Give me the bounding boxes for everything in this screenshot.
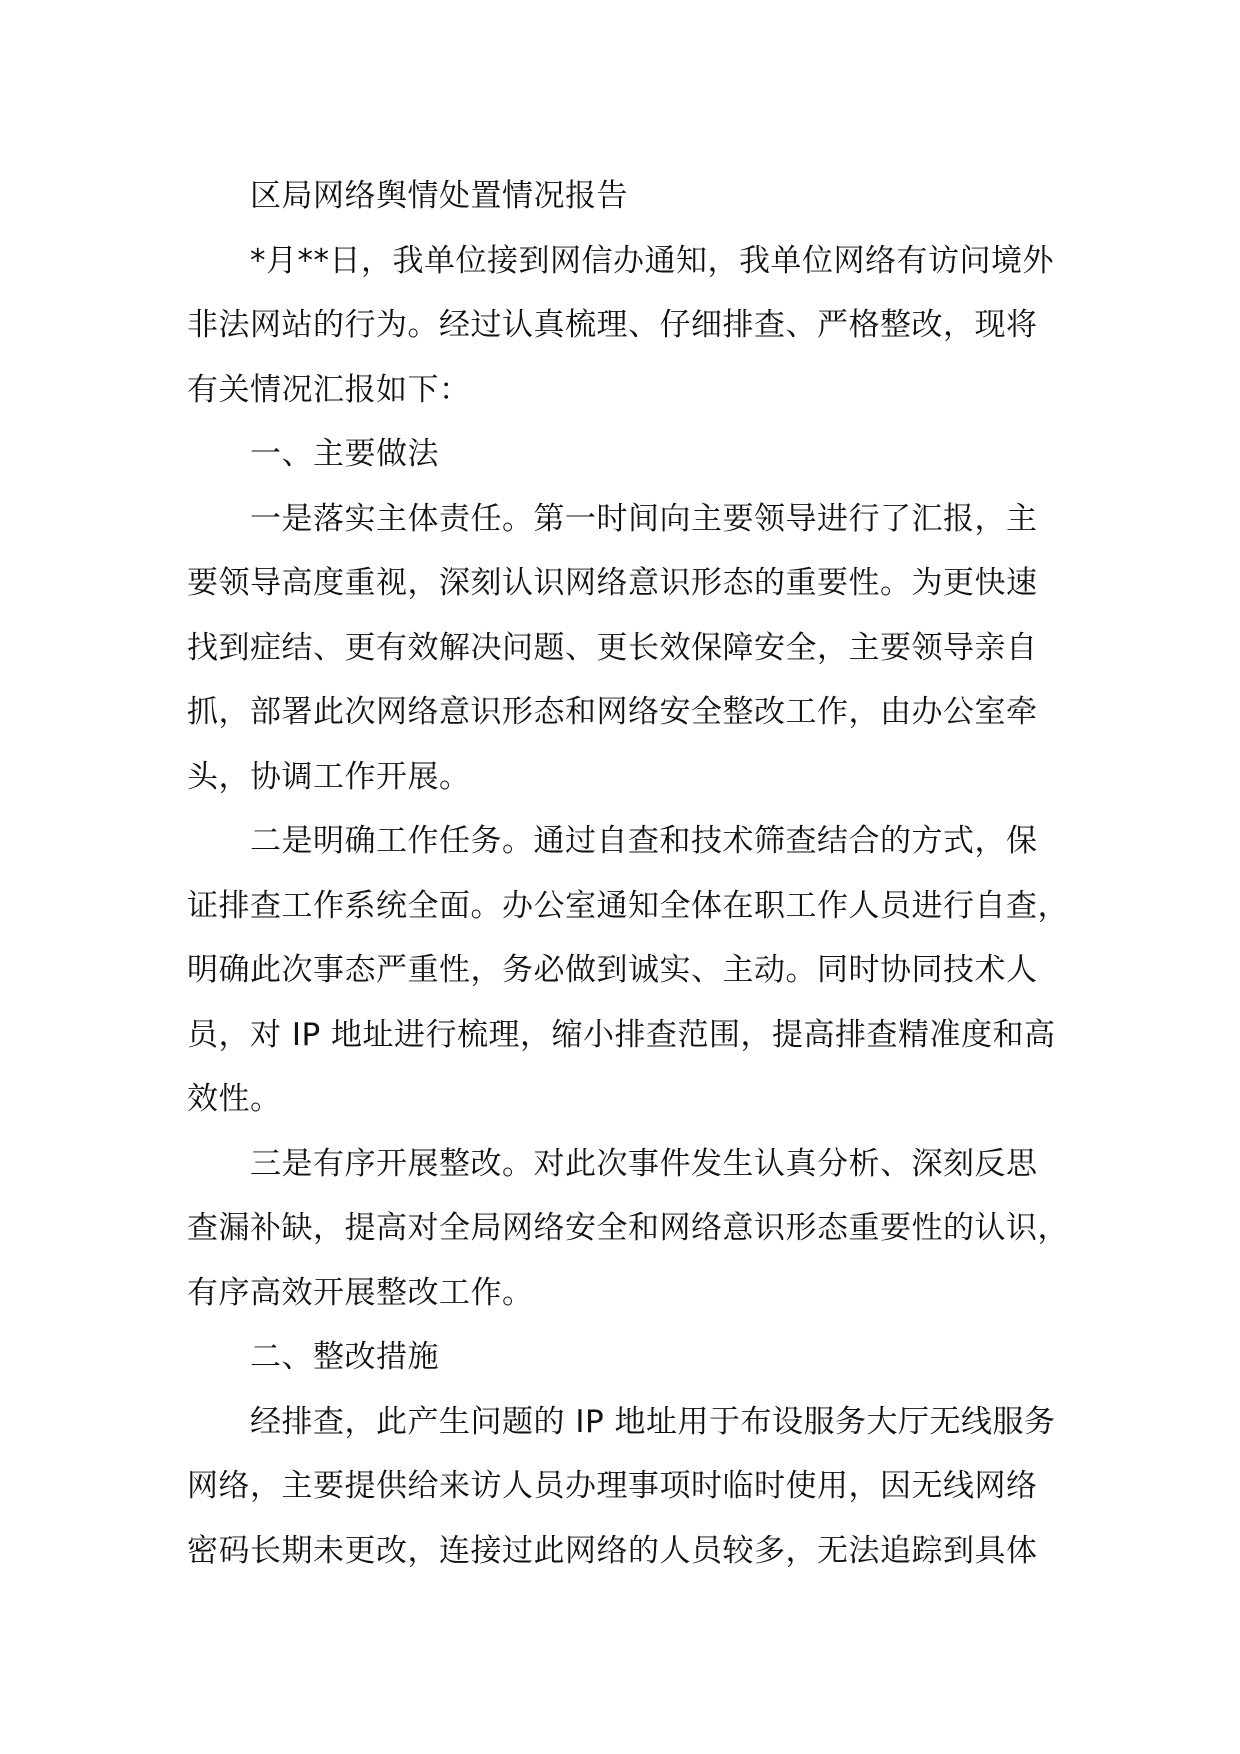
document-title: 区局网络舆情处置情况报告 bbox=[250, 178, 628, 214]
text-line: 经排查，此产生问题的 IP 地址用于布设服务大厅无线服务 bbox=[250, 1403, 1056, 1440]
text-line: 查漏补缺，提高对全局网络安全和网络意识形态重要性的认识， bbox=[187, 1210, 1069, 1246]
text-line: 员，对 IP 地址进行梳理，缩小排查范围，提高排查精准度和高 bbox=[187, 1016, 1056, 1053]
text-line: 有序高效开展整改工作。 bbox=[187, 1274, 534, 1311]
paragraph-responsibility bbox=[187, 487, 1087, 810]
section-heading-measures bbox=[187, 1325, 1087, 1390]
text-line: 明确此次事态严重性，务必做到诚实、主动。同时协同技术人 bbox=[187, 952, 1038, 988]
text-line: 效性。 bbox=[187, 1081, 282, 1117]
text-line: 要领导高度重视，深刻认识网络意识形态的重要性。为更快速 bbox=[187, 565, 1038, 601]
document-body bbox=[187, 164, 1087, 1583]
text-line: 抓，部署此次网络意识形态和网络安全整改工作，由办公室牵 bbox=[187, 694, 1038, 730]
section-heading-main-practices bbox=[187, 422, 1087, 487]
section-heading: 二、整改措施 bbox=[250, 1339, 439, 1375]
paragraph-investigation bbox=[187, 1390, 1087, 1584]
text-line: 二是明确工作任务。通过自查和技术筛查结合的方式，保 bbox=[250, 823, 1038, 859]
text-line: 证排查工作系统全面。办公室通知全体在职工作人员进行自查， bbox=[187, 887, 1069, 924]
paragraph-rectification bbox=[187, 1132, 1087, 1326]
paragraph-notice bbox=[187, 229, 1087, 423]
text-line: 非法网站的行为。经过认真梳理、仔细排查、严格整改，现将 bbox=[187, 307, 1038, 343]
text-line: 一是落实主体责任。第一时间向主要领导进行了汇报，主 bbox=[250, 500, 1038, 537]
text-line: *月**日，我单位接到网信办通知，我单位网络有访问境外 bbox=[250, 242, 1054, 279]
paragraph-tasks bbox=[187, 809, 1087, 1132]
text-line: 头，协调工作开展。 bbox=[187, 758, 471, 795]
text-line: 有关情况汇报如下： bbox=[187, 371, 471, 408]
text-line: 找到症结、更有效解决问题、更长效保障安全，主要领导亲自 bbox=[187, 629, 1038, 666]
text-line: 网络，主要提供给来访人员办理事项时临时使用，因无线网络 bbox=[187, 1468, 1038, 1504]
section-heading: 一、主要做法 bbox=[250, 436, 439, 472]
text-line: 密码长期未更改，连接过此网络的人员较多，无法追踪到具体 bbox=[187, 1532, 1038, 1569]
text-line: 三是有序开展整改。对此次事件发生认真分析、深刻反思 bbox=[250, 1145, 1038, 1182]
